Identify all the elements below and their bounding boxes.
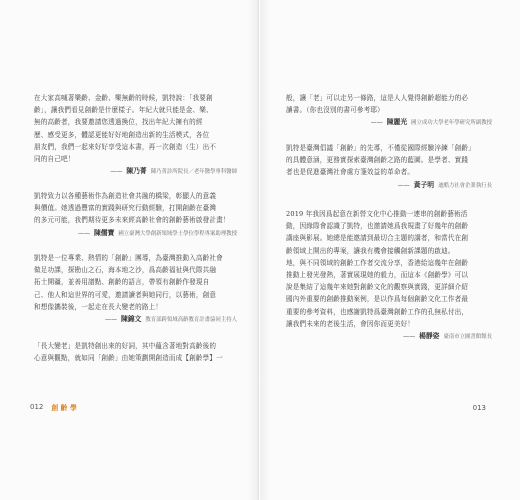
text-line: 地，與不同領域的創齡工作者交流分享，香港給這幾年在創齡 xyxy=(286,258,469,267)
page-number: 013 xyxy=(472,404,486,412)
text-line: 者也是促進臺灣社會處方箋效益的革命者。 xyxy=(286,168,415,177)
text-line: 齡」，讓我們看見創齡是什麼樣子。年紀大就只能是金、樂、 xyxy=(34,106,213,115)
left-page xyxy=(0,0,259,500)
text-line: 朋友們，我們一起來好好享受這本書，再一次創造（生）出不 xyxy=(34,142,217,151)
text-line: 與價值。她透過豐富的實踐與研究行動經驗，打開創齡在臺灣 xyxy=(34,204,217,213)
endorser-signature xyxy=(34,315,237,324)
text-line: 的具體意涵，更務實探索臺灣創齡之路的藍圖。是學者、實踐 xyxy=(286,156,469,165)
endorser-name: 陳錦文 xyxy=(120,315,142,324)
text-line: 般，讓「老」可以走另一條路，這是人人覺得創齡超能力的必 xyxy=(286,94,469,102)
endorser-signature xyxy=(286,332,492,341)
endorsement-block xyxy=(286,142,492,190)
signature-dash: —— xyxy=(370,119,383,127)
text-line: 凱特致力以各種藝術作為創造社會共融的橋梁，彰顯人的意義 xyxy=(34,192,217,200)
endorsement-text xyxy=(34,190,237,227)
endorser-name: 陳儒寶 xyxy=(94,228,115,237)
endorsement-block xyxy=(286,208,492,341)
gutter-shadow xyxy=(260,0,270,500)
endorser-signature xyxy=(34,167,237,176)
text-line: 的多元可能，我們期待更多未來經高齡社會的創齡藝術啟發計畫！ xyxy=(34,216,230,225)
text-line: 讓我們未來的老後生活，會因你而更美好！ xyxy=(286,319,415,328)
endorser-name: 楊靜姿 xyxy=(419,332,440,341)
endorser-credential: 國立成功大學老年學研究所副教授 xyxy=(411,120,492,127)
endorser-credential: 陳乃菁診所院長／老年醫學專科醫師 xyxy=(150,169,237,176)
endorsement-text xyxy=(286,92,492,116)
running-head: 創齡學 xyxy=(51,404,80,412)
endorser-credential: 迪酷力社會企業執行長 xyxy=(438,182,492,189)
text-line: 「長大變老」是凱特創出來的好詞，其中蘊含著地對高齡後的 xyxy=(34,342,217,350)
text-line: 在大家高喊著樂齡、金齡、樂無齡的時候，凱特說：「我要創 xyxy=(34,94,213,102)
text-line: 動，因緣際會認識了凱特，也邀請她爲我規畫了好幾年的創齡 xyxy=(286,222,469,231)
signature-dash: —— xyxy=(403,333,416,341)
page-footer xyxy=(30,402,79,412)
text-line: 齡領域上開出的專案，讓我有機會接觸創新課題的啟迪。 xyxy=(286,246,455,255)
endorser-signature xyxy=(286,181,492,190)
endorsement-block xyxy=(34,252,237,324)
text-line: 讀書。（你也沒別的書可參考耶） xyxy=(286,106,384,115)
endorsement-text xyxy=(34,252,237,313)
text-line: 拓土開疆，並善用譜點、創齡的語言，帶領有創齡作發現自 xyxy=(34,278,210,287)
text-line: 做足功課，探勘山之石，海本地之沙，爲高齡福祉與代際共融 xyxy=(34,266,217,275)
signature-dash: —— xyxy=(397,181,410,189)
gutter-shadow xyxy=(248,0,258,500)
endorser-name: 黃子明 xyxy=(413,180,435,189)
text-line: 心意與觀點，就如同「創齡」由她策劃開創造而成【創齡學】一 xyxy=(34,354,223,363)
right-page xyxy=(260,0,520,500)
text-line: 推動上發光發熱，著實展現她的毅力，而這本《創齡學》可以 xyxy=(286,271,469,280)
endorser-name: 陳麗光 xyxy=(386,118,408,127)
page-footer xyxy=(473,404,486,412)
endorsement-text xyxy=(286,142,492,179)
endorsement-block xyxy=(34,190,237,238)
text-line: 凱特是一位專業、熱情的「創齡」團導，為臺灣推動入高齡社會 xyxy=(34,254,223,262)
text-line: 歷、感受更多，體認更能好好地創造出新的生活模式，各位 xyxy=(34,130,210,139)
text-line: 凱特是臺灣倡議「創齡」的先導，不僅從國際經驗淬鍊「創齡」 xyxy=(286,144,475,152)
text-line: 說是集結了這幾年來她對創齡文化的觀察與實踐，更詳細介紹 xyxy=(286,283,469,292)
endorser-credential: 國立臺灣大學創新領域學士學位學程專案助理教授 xyxy=(118,230,237,237)
endorsement-text xyxy=(286,208,492,330)
signature-dash: —— xyxy=(110,168,123,176)
endorser-name: 陳乃菁 xyxy=(126,167,147,176)
endorsement-block xyxy=(34,92,237,176)
signature-dash: —— xyxy=(78,229,90,237)
endorser-signature xyxy=(286,118,492,127)
endorser-signature xyxy=(34,229,237,238)
text-line: 己、他人和這世界的可愛，邀請讀者與她同行，以藝術，創意 xyxy=(34,290,217,299)
text-line: 無的高齡者，我要邀請您透過換位，找出年紀大擁有的經 xyxy=(34,118,203,127)
endorsement-block xyxy=(286,92,492,127)
endorser-credential: 教育部跨領域高齡教育計畫協同主持人 xyxy=(145,317,237,324)
endorsement-block xyxy=(34,340,237,364)
text-line: 重要的參考資料，也感謝凱特爲臺灣創齡工作的孔無私付出， xyxy=(286,307,469,316)
endorsement-text xyxy=(34,92,237,165)
text-line: 國內外重要的創齡推動案例，是以作爲每個創齡文化工作者最 xyxy=(286,295,469,304)
text-line: 講座與影展。她總是能邀請到最切合主題的講者，和當代在創 xyxy=(286,234,469,243)
endorsement-text xyxy=(34,340,237,364)
text-line: 和想像攜裝後，一起走在長大變老的路上！ xyxy=(34,302,163,311)
text-line: 2019 年我因爲起意在新營文化中心推動一連串的創齡藝術活 xyxy=(286,210,468,218)
signature-dash: —— xyxy=(104,316,117,324)
page-number: 012 xyxy=(30,403,44,411)
endorser-credential: 臺南市立圖書館館長 xyxy=(443,334,492,341)
text-line: 同的自己吧！ xyxy=(34,155,75,164)
